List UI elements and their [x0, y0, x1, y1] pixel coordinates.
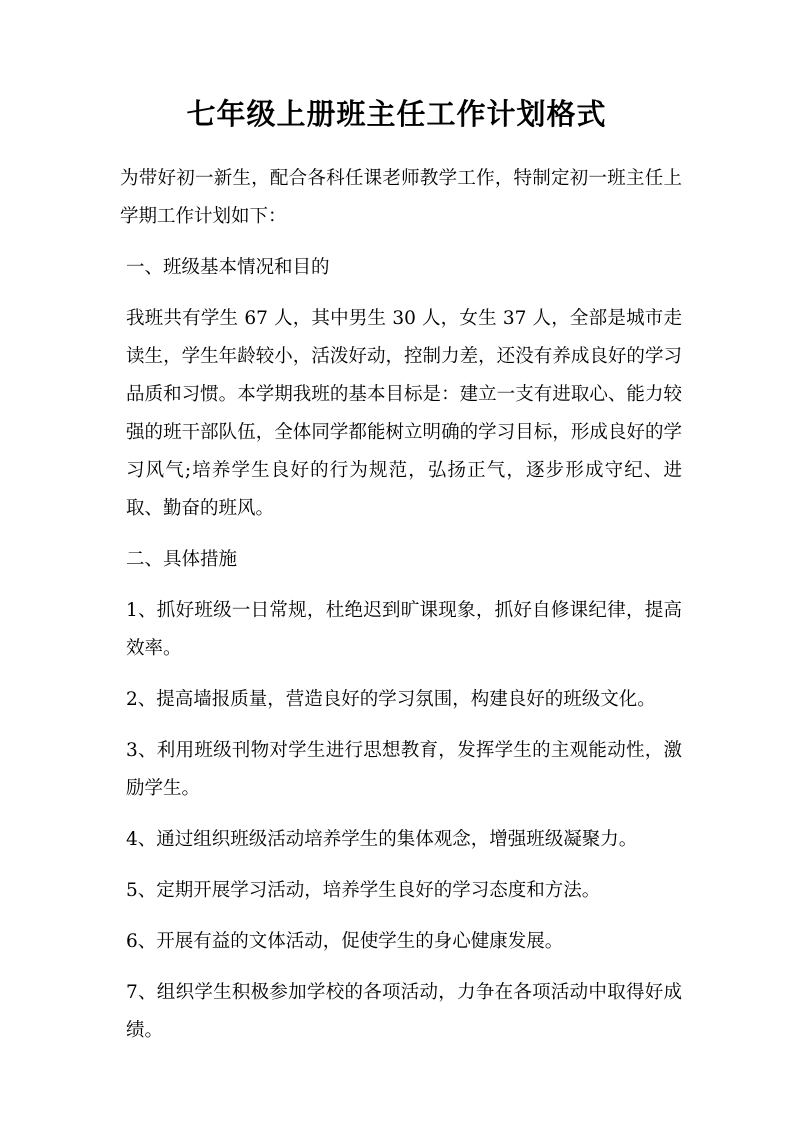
section-heading-1: 一、班级基本情况和目的	[126, 257, 330, 278]
measure-item-6: 6、开展有益的文体活动，促使学生的身心健康发展。	[126, 931, 564, 952]
class-situation-paragraph: 我班共有学生 67 人，其中男生 30 人，女生 37 人，全部是城市走读生，学生年龄较小，活泼好动，控制力差，还没有养成良好的学习品质和习惯。本学期我班的基本目标是：建立一支有进取心、能力较强的班干部队伍，全体同学都能树立明确的学习目标，形成良好的学习风气;培养学生良好的行为规范，弘扬正气，逐步形成守纪、进取、勤奋的班风。	[126, 308, 682, 519]
measure-item-7: 7、组织学生积极参加学校的各项活动，力争在各项活动中取得好成绩。	[126, 982, 682, 1041]
measure-item-1: 1、抓好班级一日常规，杜绝迟到旷课现象，抓好自修课纪律，提高效率。	[126, 600, 682, 659]
measure-item-4: 4、通过组织班级活动培养学生的集体观念，增强班级凝聚力。	[126, 829, 638, 850]
intro-paragraph: 为带好初一新生，配合各科任课老师教学工作，特制定初一班主任上学期工作计划如下：	[120, 168, 682, 227]
measure-item-5: 5、定期开展学习活动，培养学生良好的学习态度和方法。	[126, 880, 601, 901]
document-title: 七年级上册班主任工作计划格式	[186, 97, 607, 131]
section-heading-2: 二、具体措施	[126, 549, 238, 570]
document-body	[120, 160, 682, 1063]
measure-item-3: 3、利用班级刊物对学生进行思想教育，发挥学生的主观能动性，激励学生。	[126, 740, 682, 799]
measure-item-2: 2、提高墙报质量，营造良好的学习氛围，构建良好的班级文化。	[126, 689, 656, 710]
